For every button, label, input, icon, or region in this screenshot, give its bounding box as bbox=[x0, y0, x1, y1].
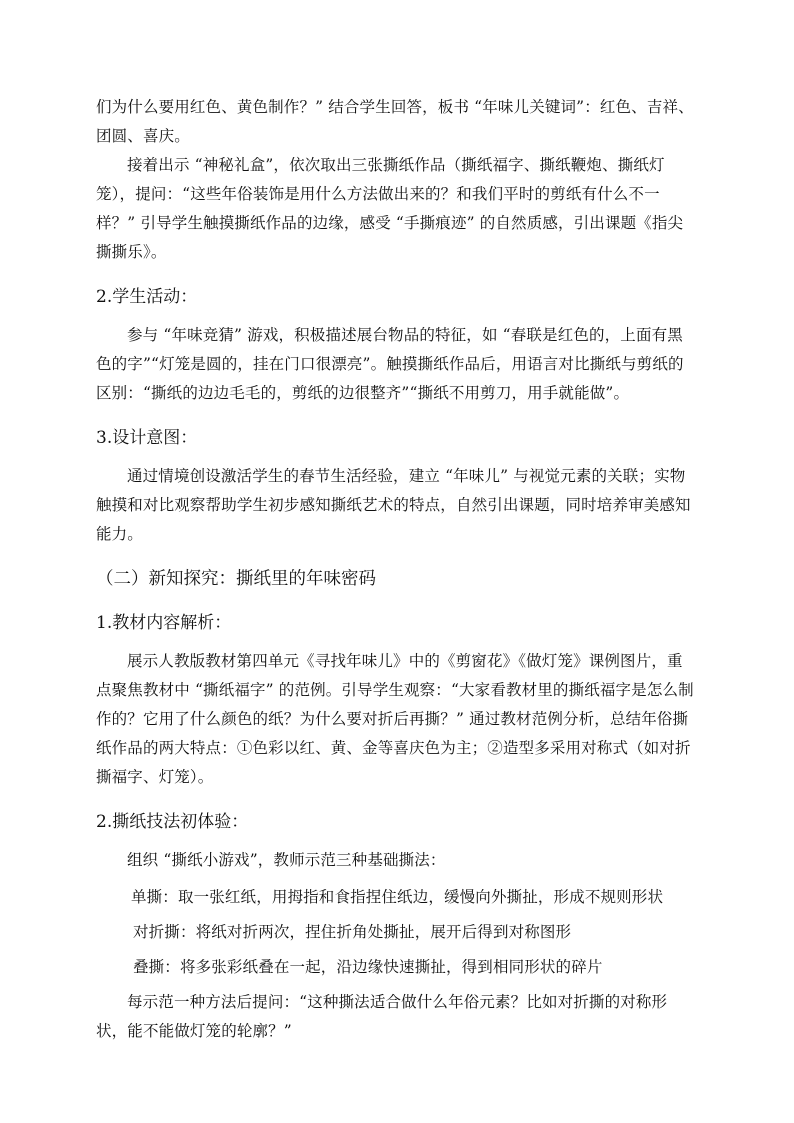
paragraph-demo-question: 每示范一种方法后提问：“这种撕法适合做什么年俗元素？比如对折撕的对称形状，能不能做灯笼的轮廓？” bbox=[96, 993, 668, 1040]
paragraph-tearing-game: 组织 “撕纸小游戏”，教师示范三种基础撕法： bbox=[127, 851, 446, 869]
paragraph-design-intent: 通过情境创设激活学生的春节生活经验，建立 “年味儿” 与视觉元素的关联；实物触摸和对比观察帮助学生初步感知撕纸艺术的特点，自然引出课题，同时培养审美感知能力。 bbox=[96, 467, 691, 543]
heading-textbook-analysis: 1.教材内容解析： bbox=[96, 613, 232, 633]
heading-section-new-knowledge: （二）新知探究：撕纸里的年味密码 bbox=[96, 569, 376, 589]
paragraph-intro-continued: 们为什么要用红色、黄色制作？” 结合学生回答，板书 “年味儿关键词”：红色、吉祥、团圆、喜庆。 bbox=[96, 98, 694, 145]
heading-tearing-technique: 2.撕纸技法初体验： bbox=[96, 812, 249, 832]
technique-fold-tear: 对折撕：将纸对折两次，捏住折角处撕扯，展开后得到对称图形 bbox=[133, 923, 572, 941]
technique-single-tear: 单撕：取一张红纸，用拇指和食指捏住纸边，缓慢向外撕扯，形成不规则形状 bbox=[131, 888, 664, 906]
technique-stack-tear: 叠撕：将多张彩纸叠在一起，沿边缘快速撕扯，得到相同形状的碎片 bbox=[133, 958, 603, 976]
paragraph-textbook-analysis: 展示人教版教材第四单元《寻找年味儿》中的《剪窗花》《做灯笼》课例图片，重点聚焦教材中 “撕纸福字” 的范例。引导学生观察：“大家看教材里的撕纸福字是怎么制作的？它用了什么颜色的纸？为什么要对折后再撕？” 通过教材范例分析，总结年俗撕纸作品的两大特点：①色彩以红、黄、金等喜庆色为主；②造型多采用对称式（如对折撕福字、灯笼）。 bbox=[96, 652, 694, 786]
paragraph-mystery-box: 接着出示 “神秘礼盒”，依次取出三张撕纸作品（撕纸福字、撕纸鞭炮、撕纸灯笼），提问：“这些年俗装饰是用什么方法做出来的？和我们平时的剪纸有什么不一样？” 引导学生触摸撕纸作品的边缘，感受 “手撕痕迹” 的自然质感，引出课题《指尖撕撕乐》。 bbox=[96, 156, 684, 261]
heading-design-intent: 3.设计意图： bbox=[96, 428, 198, 448]
paragraph-student-activity: 参与 “年味竞猜” 游戏，积极描述展台物品的特征，如 “春联是红色的，上面有黑色的字”“灯笼是圆的，挂在门口很漂亮”。触摸撕纸作品后，用语言对比撕纸与剪纸的区别：“撕纸的边边毛毛的，剪纸的边很整齐”“撕纸不用剪刀，用手就能做”。 bbox=[96, 326, 684, 402]
heading-student-activity: 2.学生活动： bbox=[96, 287, 198, 307]
